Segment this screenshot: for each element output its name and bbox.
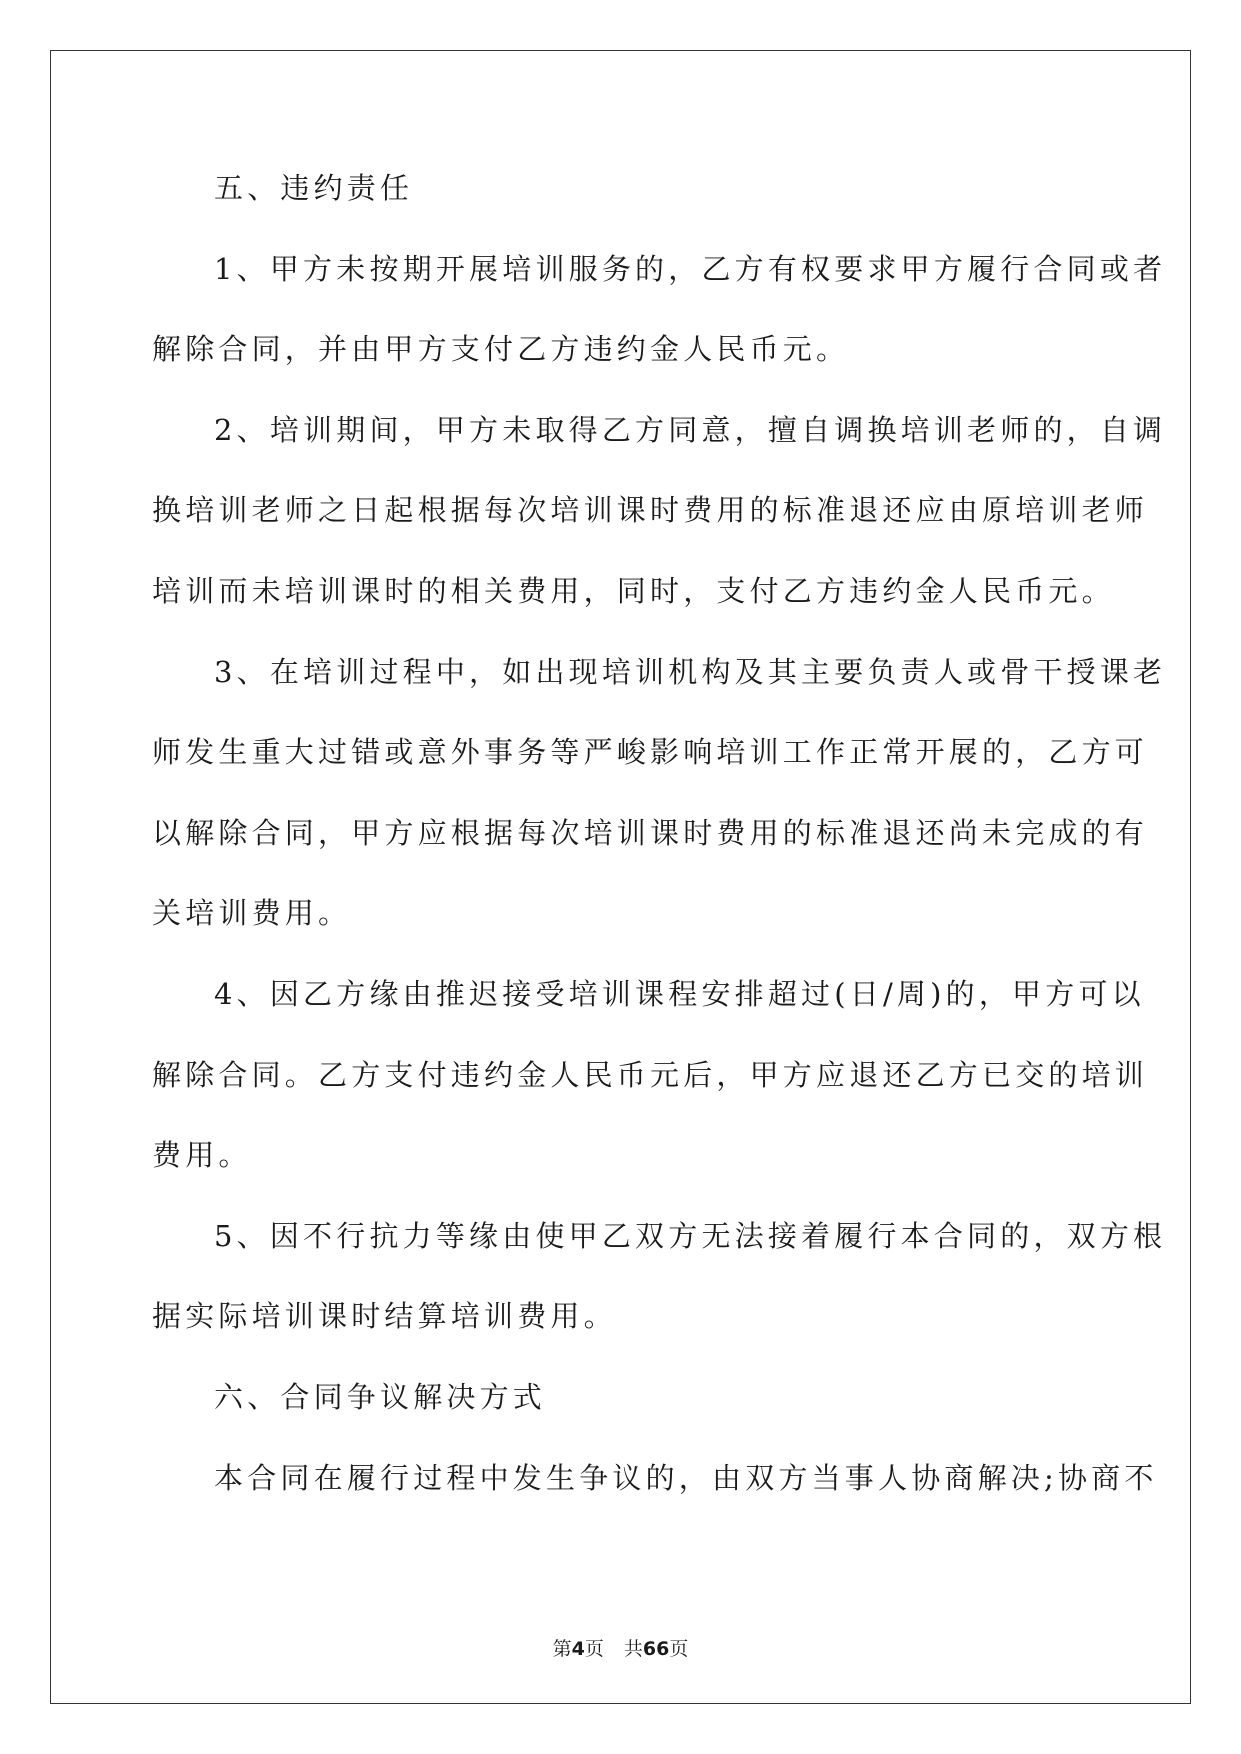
text-line: 培训而未培训课时的相关费用，同时，支付乙方违约金人民币元。	[152, 573, 1115, 608]
text-line: 1、甲方未按期开展培训服务的，乙方有权要求甲方履行合同或者	[214, 251, 1167, 286]
footer-total-suffix: 页	[669, 1638, 689, 1660]
footer-page-suffix: 页	[584, 1638, 604, 1660]
text-line: 5、因不行抗力等缘由使甲乙双方无法接着履行本合同的，双方根	[214, 1218, 1167, 1253]
text-line: 3、在培训过程中，如出现培训机构及其主要负责人或骨干授课老	[214, 654, 1167, 689]
footer-page-number: 4	[571, 1638, 585, 1660]
text-line: 2、培训期间，甲方未取得乙方同意，擅自调换培训老师的，自调	[214, 412, 1167, 447]
text-line: 关培训费用。	[152, 896, 352, 931]
text-line: 换培训老师之日起根据每次培训课时费用的标准退还应由原培训老师	[152, 493, 1149, 528]
footer-total-pages: 66	[642, 1638, 670, 1660]
text-line: 六、合同争议解决方式	[214, 1379, 547, 1414]
footer-total-prefix: 共	[623, 1638, 643, 1660]
text-line: 据实际培训课时结算培训费用。	[152, 1299, 617, 1334]
document-body	[152, 158, 1167, 1528]
text-line: 本合同在履行过程中发生争议的，由双方当事人协商解决;协商不	[214, 1460, 1158, 1495]
text-line: 4、因乙方缘由推迟接受培训课程安排超过(日/周)的，甲方可以	[214, 976, 1145, 1011]
text-line: 解除合同，并由甲方支付乙方违约金人民币元。	[152, 332, 850, 367]
page-footer	[0, 1634, 1241, 1661]
text-line: 费用。	[152, 1138, 252, 1173]
text-line: 五、违约责任	[214, 171, 414, 205]
footer-prefix: 第	[552, 1638, 572, 1660]
text-line: 师发生重大过错或意外事务等严峻影响培训工作正常开展的，乙方可	[152, 735, 1149, 770]
text-line: 以解除合同，甲方应根据每次培训课时费用的标准退还尚未完成的有	[152, 815, 1149, 850]
text-line: 解除合同。乙方支付违约金人民币元后，甲方应退还乙方已交的培训	[152, 1057, 1149, 1092]
